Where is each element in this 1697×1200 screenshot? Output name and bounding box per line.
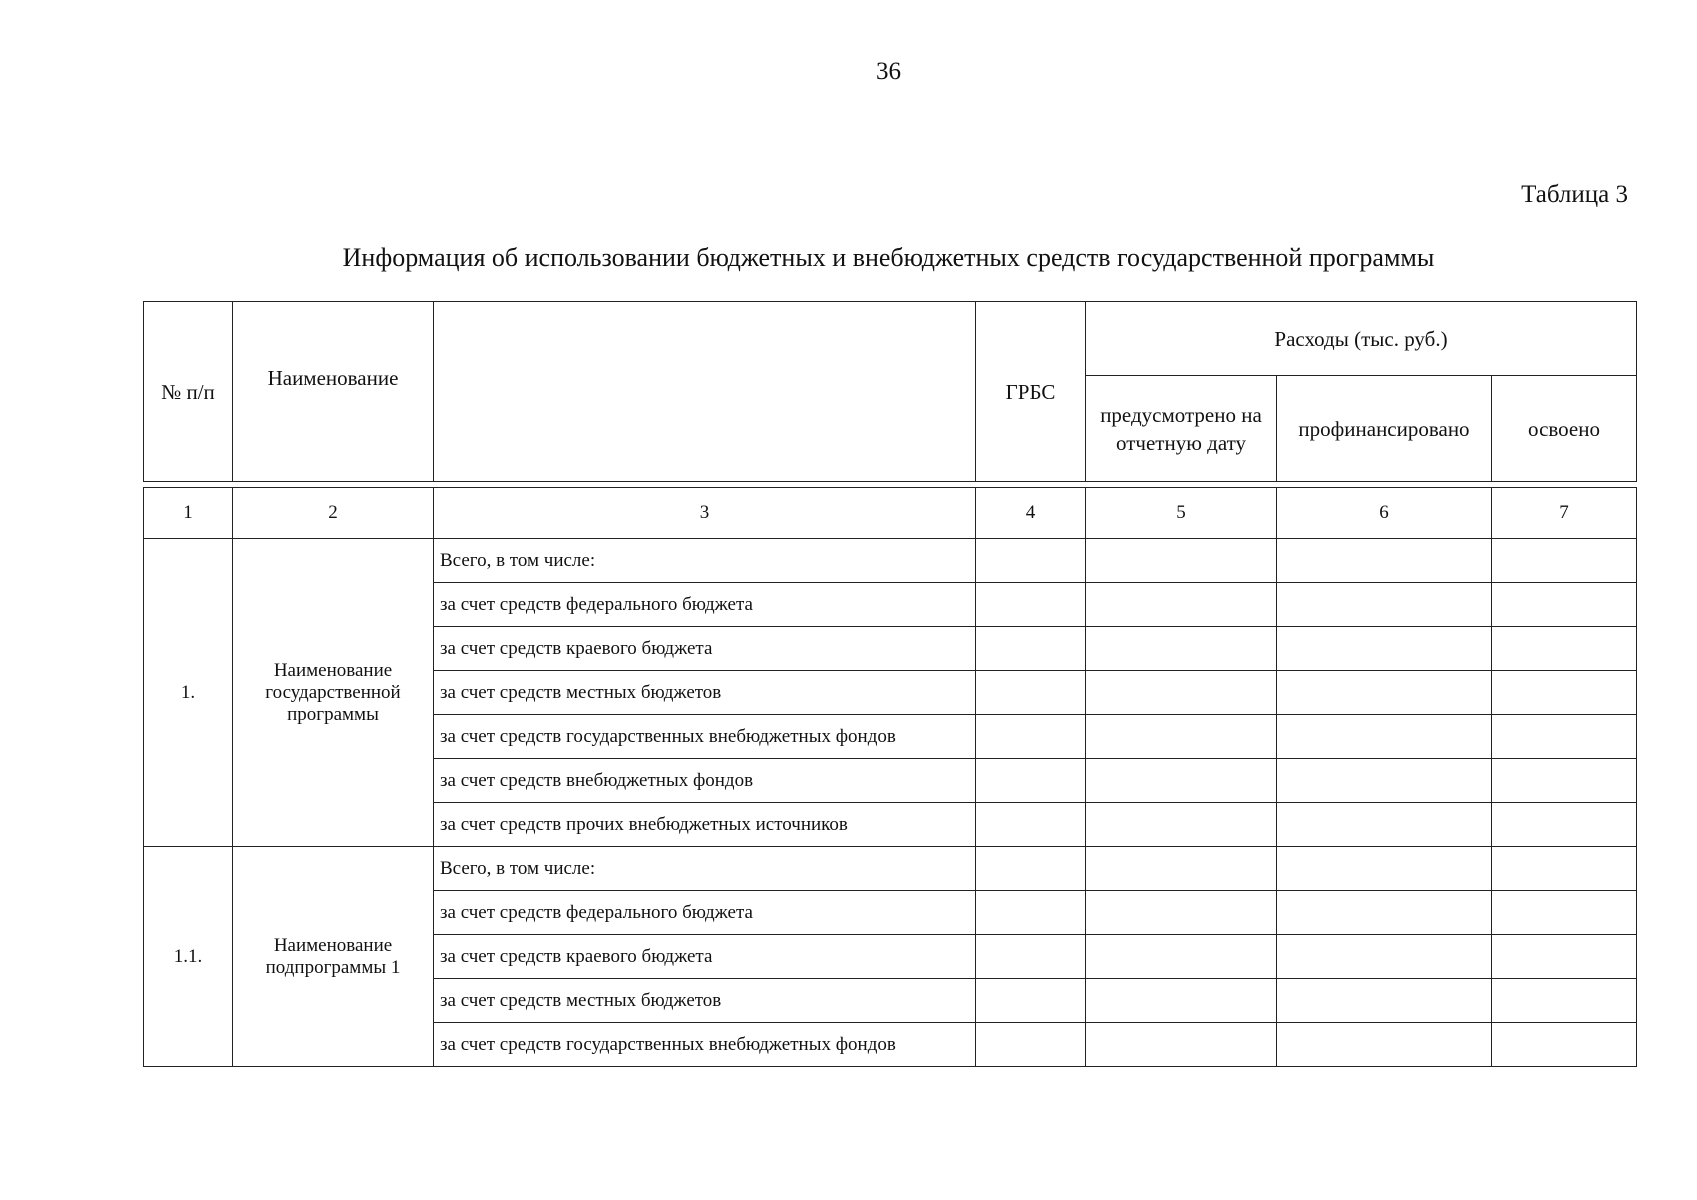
group-number: 1. — [144, 539, 233, 847]
table-body — [143, 487, 1637, 1067]
header-spent: освоено — [1492, 376, 1637, 482]
header-col3 — [434, 302, 976, 482]
group-name: Наименование подпрограммы 1 — [233, 847, 434, 1067]
group-name: Наименование государственной программы — [233, 539, 434, 847]
document-title: Информация об использовании бюджетных и внебюджетных средств государственной программы — [342, 243, 1435, 272]
spent-cell — [1492, 671, 1637, 715]
table-label: Таблица 3 — [1521, 181, 1628, 208]
column-number: 7 — [1492, 488, 1637, 539]
header-financed: профинансировано — [1277, 376, 1492, 482]
financed-cell — [1277, 935, 1492, 979]
spent-cell — [1492, 539, 1637, 583]
grbs-cell — [976, 583, 1086, 627]
table-row — [144, 539, 1637, 583]
grbs-cell — [976, 891, 1086, 935]
financed-cell — [1277, 627, 1492, 671]
financed-cell — [1277, 671, 1492, 715]
row-label: за счет средств федерального бюджета — [434, 891, 976, 935]
financed-cell — [1277, 539, 1492, 583]
grbs-cell — [976, 715, 1086, 759]
header-expenses: Расходы (тыс. руб.) — [1086, 302, 1637, 376]
spent-cell — [1492, 979, 1637, 1023]
row-label: за счет средств внебюджетных фондов — [434, 759, 976, 803]
header-name: Наименование — [233, 302, 434, 482]
planned-cell — [1086, 759, 1277, 803]
financed-cell — [1277, 847, 1492, 891]
spent-cell — [1492, 935, 1637, 979]
grbs-cell — [976, 803, 1086, 847]
planned-cell — [1086, 891, 1277, 935]
planned-cell — [1086, 715, 1277, 759]
column-numbers-row — [144, 488, 1637, 539]
column-number: 1 — [144, 488, 233, 539]
row-label: Всего, в том числе: — [434, 539, 976, 583]
planned-cell — [1086, 803, 1277, 847]
planned-cell — [1086, 627, 1277, 671]
row-label: за счет средств краевого бюджета — [434, 935, 976, 979]
row-label: за счет средств прочих внебюджетных источников — [434, 803, 976, 847]
spent-cell — [1492, 1023, 1637, 1067]
grbs-cell — [976, 847, 1086, 891]
column-number: 5 — [1086, 488, 1277, 539]
planned-cell — [1086, 583, 1277, 627]
financed-cell — [1277, 715, 1492, 759]
column-number: 4 — [976, 488, 1086, 539]
grbs-cell — [976, 627, 1086, 671]
grbs-cell — [976, 539, 1086, 583]
spent-cell — [1492, 803, 1637, 847]
planned-cell — [1086, 1023, 1277, 1067]
page-number: 36 — [876, 58, 901, 85]
column-number: 2 — [233, 488, 434, 539]
spent-cell — [1492, 627, 1637, 671]
spent-cell — [1492, 583, 1637, 627]
row-label: за счет средств местных бюджетов — [434, 671, 976, 715]
grbs-cell — [976, 759, 1086, 803]
spent-cell — [1492, 759, 1637, 803]
financed-cell — [1277, 759, 1492, 803]
spent-cell — [1492, 891, 1637, 935]
grbs-cell — [976, 671, 1086, 715]
row-label: за счет средств государственных внебюджетных фондов — [434, 715, 976, 759]
group-number: 1.1. — [144, 847, 233, 1067]
planned-cell — [1086, 671, 1277, 715]
table-header — [143, 301, 1637, 482]
column-number: 6 — [1277, 488, 1492, 539]
financed-cell — [1277, 583, 1492, 627]
column-number: 3 — [434, 488, 976, 539]
row-label: за счет средств краевого бюджета — [434, 627, 976, 671]
grbs-cell — [976, 1023, 1086, 1067]
row-label: Всего, в том числе: — [434, 847, 976, 891]
header-grbs: ГРБС — [976, 302, 1086, 482]
financed-cell — [1277, 979, 1492, 1023]
grbs-cell — [976, 979, 1086, 1023]
planned-cell — [1086, 935, 1277, 979]
planned-cell — [1086, 539, 1277, 583]
row-label: за счет средств местных бюджетов — [434, 979, 976, 1023]
header-num: № п/п — [144, 302, 233, 482]
grbs-cell — [976, 935, 1086, 979]
financed-cell — [1277, 803, 1492, 847]
row-label: за счет средств государственных внебюджетных фондов — [434, 1023, 976, 1067]
financed-cell — [1277, 1023, 1492, 1067]
spent-cell — [1492, 715, 1637, 759]
spent-cell — [1492, 847, 1637, 891]
row-label: за счет средств федерального бюджета — [434, 583, 976, 627]
planned-cell — [1086, 979, 1277, 1023]
header-planned: предусмотрено на отчетную дату — [1086, 376, 1277, 482]
table-row — [144, 847, 1637, 891]
financed-cell — [1277, 891, 1492, 935]
planned-cell — [1086, 847, 1277, 891]
